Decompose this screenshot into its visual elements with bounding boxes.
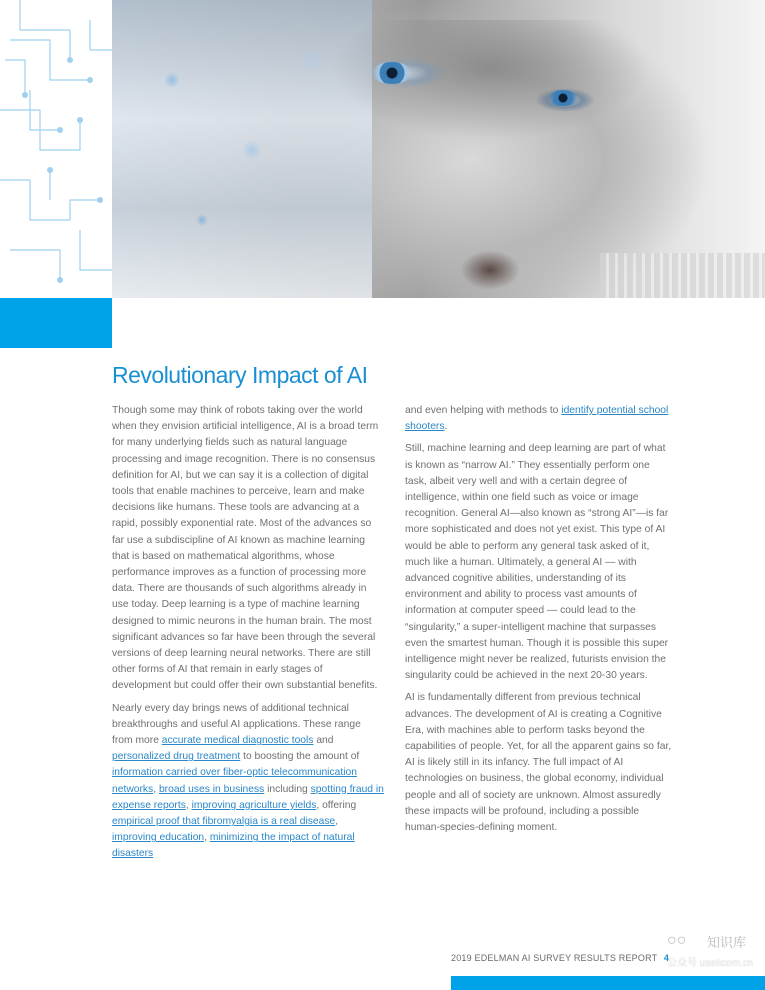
inline-link[interactable]: empirical proof that fibromyalgia is a real disease (112, 816, 336, 828)
inline-link[interactable]: improving agriculture yields (191, 799, 317, 811)
footer (451, 953, 669, 963)
page-title: Revolutionary Impact of AI (112, 362, 368, 388)
inline-link[interactable]: identify potential school shooters (405, 405, 669, 433)
body-text: , (335, 816, 339, 828)
body-text: , (185, 799, 192, 811)
paragraph (405, 690, 673, 836)
watermark (667, 930, 765, 972)
paragraph (112, 403, 384, 695)
inline-link[interactable]: information carried over fiber-optic telecommunication networks (112, 767, 357, 795)
eye-right (548, 90, 578, 106)
city-skyline (600, 253, 765, 298)
wechat-icon: ○○ (667, 932, 687, 949)
paragraph (405, 403, 673, 435)
hero-image (0, 0, 765, 298)
lips (460, 250, 520, 290)
body-text: , (153, 783, 159, 795)
inline-link[interactable]: personalized drug treatment (112, 751, 241, 763)
inline-link[interactable]: minimizing the impact of natural disasters (112, 832, 355, 860)
inline-link[interactable]: spotting fraud in expense reports (112, 783, 384, 811)
page-number: 4 (663, 953, 670, 963)
watermark-line-2: 公众号 useitcom.cn (667, 958, 754, 969)
body-text: Nearly every day brings news of additional technical breakthroughs and useful AI applications. These range from more (112, 702, 361, 747)
inline-link[interactable]: accurate medical diagnostic tools (161, 735, 314, 747)
watermark-line-1: 知识库 (707, 935, 747, 950)
body-text: . (444, 421, 448, 433)
right-column (405, 403, 673, 842)
paragraph (112, 701, 384, 863)
left-column (112, 403, 384, 869)
body-text: AI is fundamentally different from previous technical advances. The development of AI is creating a Cognitive Era, with machines able to perform tasks beyond the capabilities of people. Yet, for all the apparent gains so far, AI is likely still in its infancy. The full impact of AI technologies on business, the global economy, individual people and all of society are unknown. Almost assuredly these impacts will be profound, including a possible human-species-defining moment. (405, 692, 672, 834)
body-text: including (264, 783, 311, 795)
accent-block (0, 298, 112, 348)
body-text: , offering (316, 799, 357, 811)
report-title: 2019 EDELMAN AI SURVEY RESULTS REPORT (451, 953, 658, 963)
paragraph (405, 441, 673, 684)
inline-link[interactable]: improving education (112, 832, 205, 844)
body-text: and (313, 735, 334, 747)
inline-link[interactable]: broad uses in business (158, 783, 265, 795)
body-text: Still, machine learning and deep learning are part of what is known as “narrow AI.” They essentially perform one task, albeit very well and with a certain degree of intelligence, within one field such as voice or image recognition. General AI—also known as “strong AI”—is far more sophisticated and does not yet exist. This type of AI would be able to perform any general task asked of it, much like a human. Ultimately, a general AI — with advanced cognitive abilities, understanding of its environment and ability to process vast amounts of information at computer speed — could lead to the “singularity,” a super-intelligent machine that surpasses even the smartest human. Though it is possible this super intelligence might never be realized, futurists envision the singularity could be achieved in the next 20-30 years. (405, 443, 669, 682)
body-text: and even helping with methods to (405, 405, 562, 416)
eye-left (372, 62, 412, 84)
body-text: to boosting the amount of (240, 751, 360, 763)
footer-bar (451, 976, 765, 990)
circuit-pattern (0, 0, 112, 298)
body-text: , (204, 832, 210, 844)
body-text: Though some may think of robots taking over the world when they envision artificial intelligence, AI is a broad term for many underlying fields such as natural language processing and image recognition. There is no consensus definition for AI, but we can say it is a collection of digital tools that enable machines to perceive, learn and make decisions like humans. These tools are advancing at a rapid, possibly exponential rate. Most of the advances so far use a subdiscipline of AI known as machine learning that is based on mathematical algorithms, whose performance improves as a function of processing more data. There are thousands of such algorithms already in use today. Deep learning is a type of machine learning designed to mimic neurons in the human brain. The most significant advances so far have been through the several versions of deep learning neural networks. There are still other forms of AI that remain in early stages of development but could offer their own substantial benefits. (112, 405, 379, 692)
